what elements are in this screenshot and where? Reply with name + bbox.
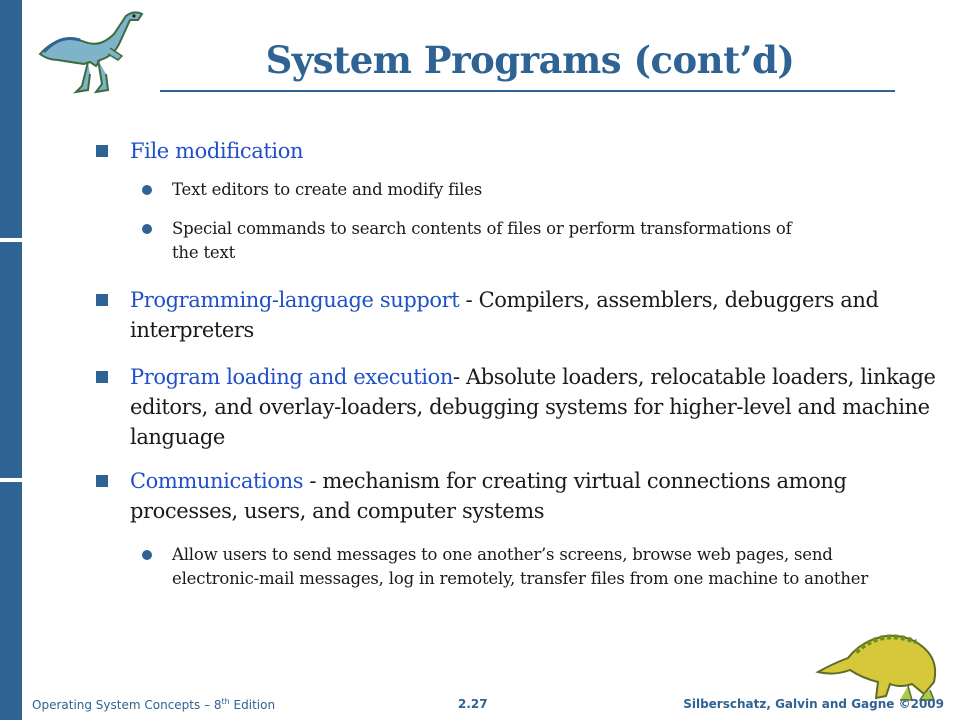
round-bullet-icon [142, 185, 152, 195]
footer-copyright: Silberschatz, Galvin and Gagne ©2009 [683, 697, 944, 711]
bullet-file-modification [130, 136, 945, 166]
square-bullet-icon [96, 371, 108, 383]
bullet-highlight: File modification [130, 139, 304, 163]
left-accent-bar [0, 0, 22, 720]
slide-title: System Programs (cont’d) [265, 38, 795, 82]
bullet-highlight: Program loading and execution [130, 365, 453, 389]
sub-bullet-text-editors [172, 178, 802, 202]
square-bullet-icon [96, 294, 108, 306]
sub-bullet-text: Allow users to send messages to one another’s screens, browse web pages, send electronic-mail messages, log in remotely, transfer files from one machine to another [172, 545, 869, 588]
sub-bullet-text: Text editors to create and modify files [172, 180, 483, 199]
bullet-highlight: Communications [130, 469, 304, 493]
footer-book-title: Operating System Concepts – 8th Edition [32, 697, 276, 712]
round-bullet-icon [142, 224, 152, 234]
dinosaur-logo-icon [30, 4, 150, 100]
bullet-text: - Absolute loaders, relocatable loaders, linkage editors, and overlay-loaders, debugging systems for higher-level and machine language [130, 365, 936, 449]
bullet-programming-language-support [130, 285, 945, 345]
bullet-communications [130, 466, 945, 526]
bullet-text: - Compilers, assemblers, debuggers and interpreters [130, 288, 879, 342]
round-bullet-icon [142, 550, 152, 560]
sub-bullet-text: Special commands to search contents of files or perform transformations of the text [172, 219, 792, 262]
title-divider [160, 90, 895, 92]
sub-bullet-special-commands [172, 217, 802, 265]
bullet-program-loading [130, 362, 945, 452]
sub-bullet-allow-users [172, 543, 912, 591]
square-bullet-icon [96, 145, 108, 157]
dinosaur-eating-icon [812, 612, 952, 706]
bullet-highlight: Programming-language support [130, 288, 460, 312]
footer-page-number: 2.27 [458, 697, 488, 711]
square-bullet-icon [96, 475, 108, 487]
bullet-text: - mechanism for creating virtual connections among processes, users, and computer systems [130, 469, 847, 523]
